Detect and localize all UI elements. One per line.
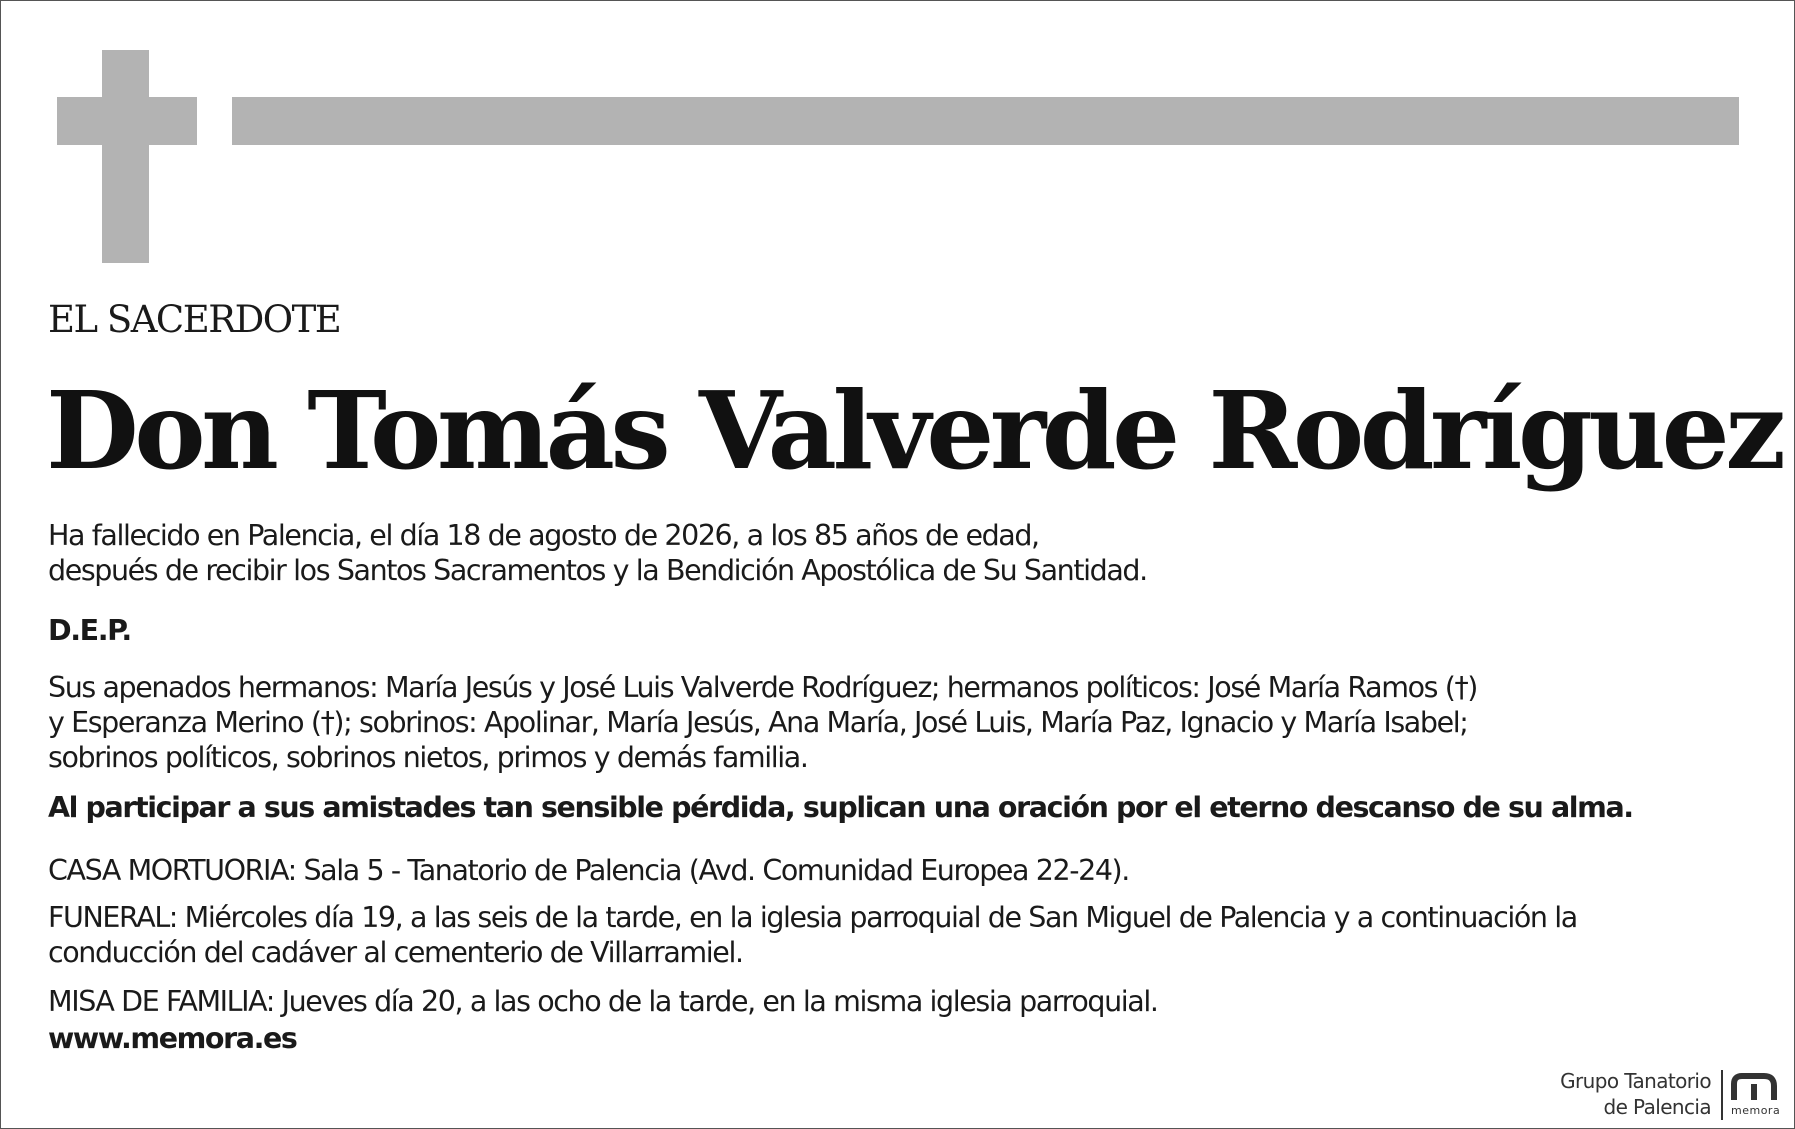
footer-brand bbox=[1560, 1068, 1711, 1120]
header-band bbox=[232, 97, 1739, 145]
cross-vertical-bar bbox=[102, 50, 149, 263]
family-line-1: Sus apenados hermanos: María Jesús y José Luis Valverde Rodríguez; hermanos políticos: José María Ramos (†) bbox=[48, 671, 1478, 704]
dep-label: D.E.P. bbox=[48, 614, 131, 647]
intro-line-2: después de recibir los Santos Sacramentos y la Bendición Apostólica de Su Santidad. bbox=[48, 554, 1147, 587]
misa-de-familia: MISA DE FAMILIA: Jueves día 20, a las ocho de la tarde, en la misma iglesia parroquial. bbox=[48, 985, 1158, 1018]
intro-line-1: Ha fallecido en Palencia, el día 18 de agosto de 2026, a los 85 años de edad, bbox=[48, 519, 1039, 552]
funeral-line-1: FUNERAL: Miércoles día 19, a las seis de la tarde, en la iglesia parroquial de San Miguel de Palencia y a continuación la bbox=[48, 901, 1577, 934]
cross-horizontal-bar bbox=[57, 97, 197, 145]
deceased-name: Don Tomás Valverde Rodríguez bbox=[46, 369, 1782, 494]
family-line-3: sobrinos políticos, sobrinos nietos, primos y demás familia. bbox=[48, 741, 808, 774]
brand-line-2: de Palencia bbox=[1603, 1095, 1711, 1119]
deceased-title: EL SACERDOTE bbox=[48, 298, 341, 341]
brand-line-1: Grupo Tanatorio bbox=[1560, 1069, 1711, 1093]
footer-divider bbox=[1721, 1070, 1723, 1120]
prayer-request: Al participar a sus amistades tan sensible pérdida, suplican una oración por el eterno descanso de su alma. bbox=[48, 791, 1633, 824]
website-link[interactable]: www.memora.es bbox=[48, 1022, 297, 1055]
casa-mortuoria: CASA MORTUORIA: Sala 5 - Tanatorio de Palencia (Avd. Comunidad Europea 22-24). bbox=[48, 854, 1129, 887]
logo-wordmark: memora bbox=[1731, 1104, 1781, 1117]
family-line-2: y Esperanza Merino (†); sobrinos: Apolinar, María Jesús, Ana María, José Luis, María Paz, Ignacio y María Isabel; bbox=[48, 706, 1468, 739]
funeral-line-2: conducción del cadáver al cementerio de Villarramiel. bbox=[48, 936, 743, 969]
